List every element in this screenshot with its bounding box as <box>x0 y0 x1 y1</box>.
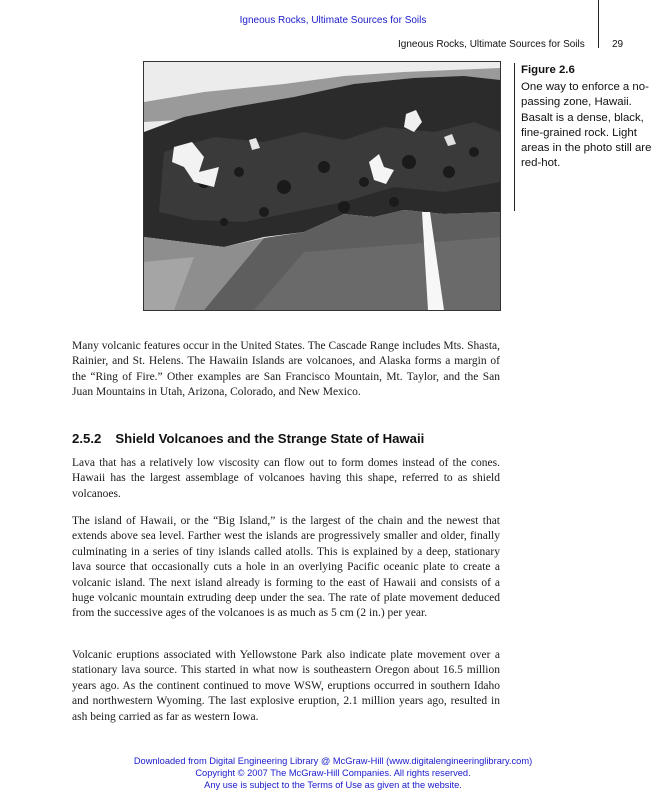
footer-download-link[interactable]: Downloaded from Digital Engineering Library @ McGraw-Hill (www.digitalengineeringlibrary.com) <box>133 756 533 766</box>
paragraph-big-island: The island of Hawaii, or the “Big Island,” is the largest of the chain and the newest that extends above sea level. Farther west the islands are progressively smaller and older, finally culminating in a series of tiny islands called atolls. This is explained by a deep, stationary lava source that occasionally cuts a hole in an overlying Pacific oceanic plate to create a volcanic island. The next island already is forming to the east of Hawaii and consists of a huge volcanic mountain extruding deep under the sea. The rate of plate movement deduced from the successive ages of the volcanoes is as much as 5 cm (2 in.) per year. <box>72 515 500 620</box>
top-library-link[interactable]: Igneous Rocks, Ultimate Sources for Soils <box>239 15 427 26</box>
section-title: Shield Volcanoes and the Strange State of Hawaii <box>115 431 425 446</box>
footer-terms[interactable]: Any use is subject to the Terms of Use as given at the website. <box>204 780 462 790</box>
lava-flow-photo <box>143 61 501 311</box>
footer-copyright[interactable]: Copyright © 2007 The McGraw-Hill Companies. All rights reserved. <box>195 768 471 778</box>
header-divider <box>598 0 599 48</box>
figure-label: Figure 2.6 <box>521 64 575 76</box>
section-number: 2.5.2 <box>72 431 102 446</box>
section-heading <box>72 431 502 446</box>
page-number: 29 <box>612 39 624 50</box>
paragraph-us-volcanoes: Many volcanic features occur in the United States. The Cascade Range includes Mts. Shasta, Rainier, and St. Helens. The Hawaiin Islands are volcanoes, and Alaska forms a margin of the “Ring of Fire.” Other examples are San Francisco Mountain, Mt. Taylor, and the San Juan Mountains in Utah, Arizona, Colorado, and New Mexico. <box>72 340 500 399</box>
paragraph-shield-volcanoes: Lava that has a relatively low viscosity can flow out to form domes instead of the cones. Hawaii has the largest assemblage of volcanoes having this shape, referred to as shield volcanoes. <box>72 457 500 500</box>
paragraph-yellowstone: Volcanic eruptions associated with Yellowstone Park also indicate plate movement over a stationary lava source. This started in what now is southeastern Oregon about 16.5 million years ago. As the continent continued to move WSW, eruptions occurred in southern Idaho and northwestern Wyoming. The last explosive eruption, 2.1 million years ago, resulted in ash being carried as far as western Iowa. <box>72 649 500 723</box>
running-head: Igneous Rocks, Ultimate Sources for Soils <box>398 39 585 50</box>
figure-caption <box>514 63 659 211</box>
figure-caption-text: One way to enforce a no-passing zone, Hawaii. Basalt is a dense, black, fine-grained rock. Light areas in the photo still are red-hot. <box>521 81 652 170</box>
